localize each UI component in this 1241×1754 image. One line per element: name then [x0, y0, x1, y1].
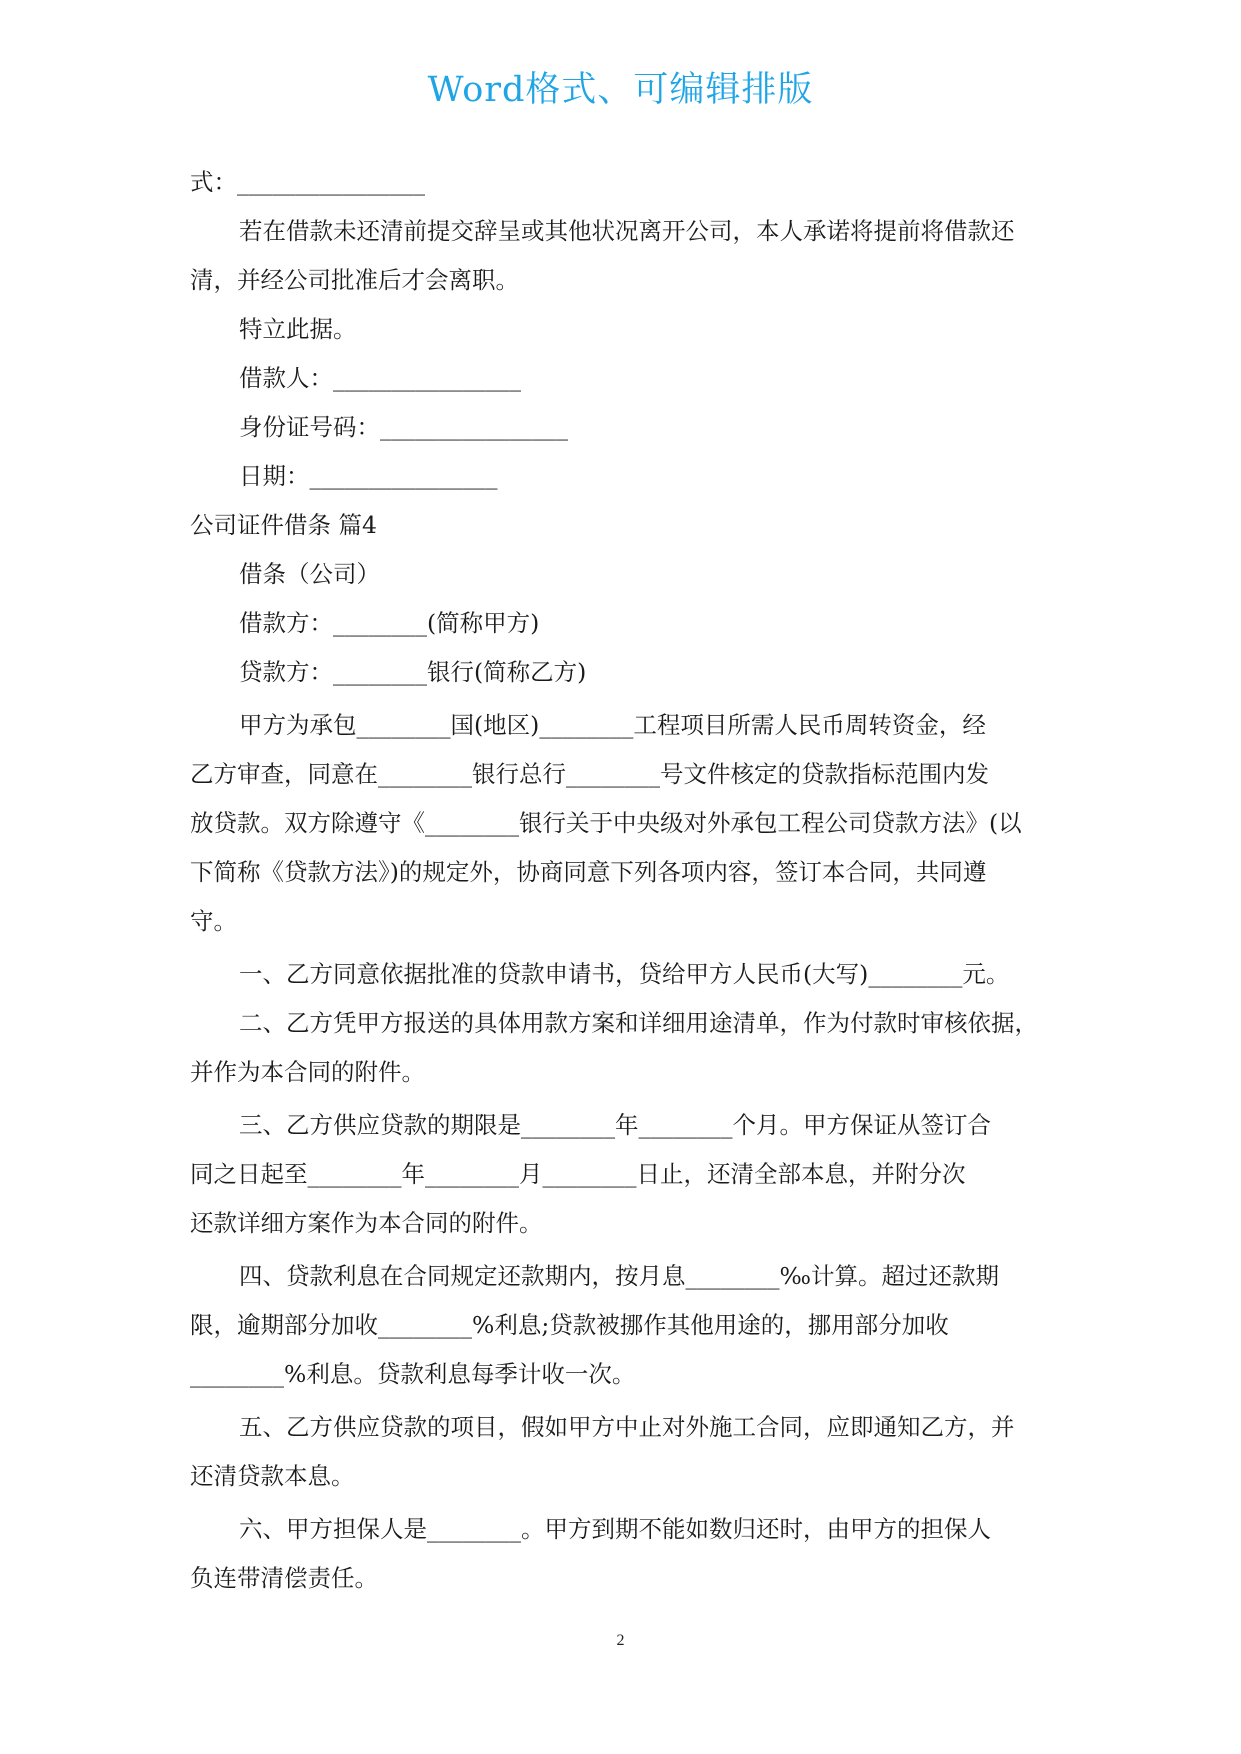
clause-3-cont-2: 还款详细方案作为本合同的附件。: [190, 1209, 543, 1237]
paragraph-resign-clause: 若在借款未还清前提交辞呈或其他状况离开公司，本人承诺将提前将借款还: [239, 217, 1015, 245]
paragraph-preamble-cont-2: 放贷款。双方除遵守《________银行关于中央级对外承包工程公司贷款方法》(以: [190, 809, 1022, 837]
clause-2-cont: 并作为本合同的附件。: [190, 1058, 425, 1086]
page-number: 2: [616, 1632, 625, 1649]
paragraph-resign-clause-cont: 清，并经公司批准后才会离职。: [190, 266, 519, 294]
paragraph-attest: 特立此据。: [239, 315, 357, 343]
clause-4: 四、贷款利息在合同规定还款期内，按月息________‰计算。超过还款期: [239, 1262, 1000, 1290]
clause-6-cont: 负连带清偿责任。: [190, 1564, 378, 1592]
field-date: 日期：________________: [239, 462, 498, 490]
field-borrower: 借款人：________________: [239, 364, 521, 392]
clause-4-cont-1: 限，逾期部分加收________%利息;贷款被挪作其他用途的，挪用部分加收: [190, 1311, 949, 1339]
clause-5: 五、乙方供应贷款的项目，假如甲方中止对外施工合同，应即通知乙方，并: [239, 1413, 1015, 1441]
field-borrower-party: 借款方：________(简称甲方): [239, 609, 540, 637]
document-body: [190, 158, 1060, 1603]
clause-3-cont-1: 同之日起至________年________月________日止，还清全部本息，并附分次: [190, 1160, 966, 1188]
section-title: 公司证件借条 篇4: [190, 511, 377, 539]
field-lender-party: 贷款方：________银行(简称乙方): [239, 658, 587, 686]
paragraph-preamble-cont-4: 守。: [190, 907, 237, 935]
clause-2: 二、乙方凭甲方报送的具体用款方案和详细用途清单，作为付款时审核依据，: [239, 1009, 1038, 1037]
paragraph-preamble-cont-3: 下简称《贷款方法》)的规定外，协商同意下列各项内容，签订本合同，共同遵: [190, 858, 987, 886]
clause-4-cont-2: ________%利息。贷款利息每季计收一次。: [190, 1360, 636, 1388]
clause-6: 六、甲方担保人是________。甲方到期不能如数归还时，由甲方的担保人: [239, 1515, 991, 1543]
document-title: 借条（公司）: [239, 560, 380, 588]
paragraph-preamble: 甲方为承包________国(地区)________工程项目所需人民币周转资金，经: [239, 711, 986, 739]
clause-1: 一、乙方同意依据批准的贷款申请书，贷给甲方人民币(大写)________元。: [239, 960, 1010, 988]
paragraph-preamble-cont-1: 乙方审查，同意在________银行总行________号文件核定的贷款指标范围内发: [190, 760, 989, 788]
page-header-title: Word格式、可编辑排版: [427, 70, 814, 110]
clause-3: 三、乙方供应贷款的期限是________年________个月。甲方保证从签订合: [239, 1111, 991, 1139]
signature-line-method: 式：________________: [190, 168, 425, 196]
clause-5-cont: 还清贷款本息。: [190, 1462, 355, 1490]
field-id-number: 身份证号码：________________: [239, 413, 568, 441]
